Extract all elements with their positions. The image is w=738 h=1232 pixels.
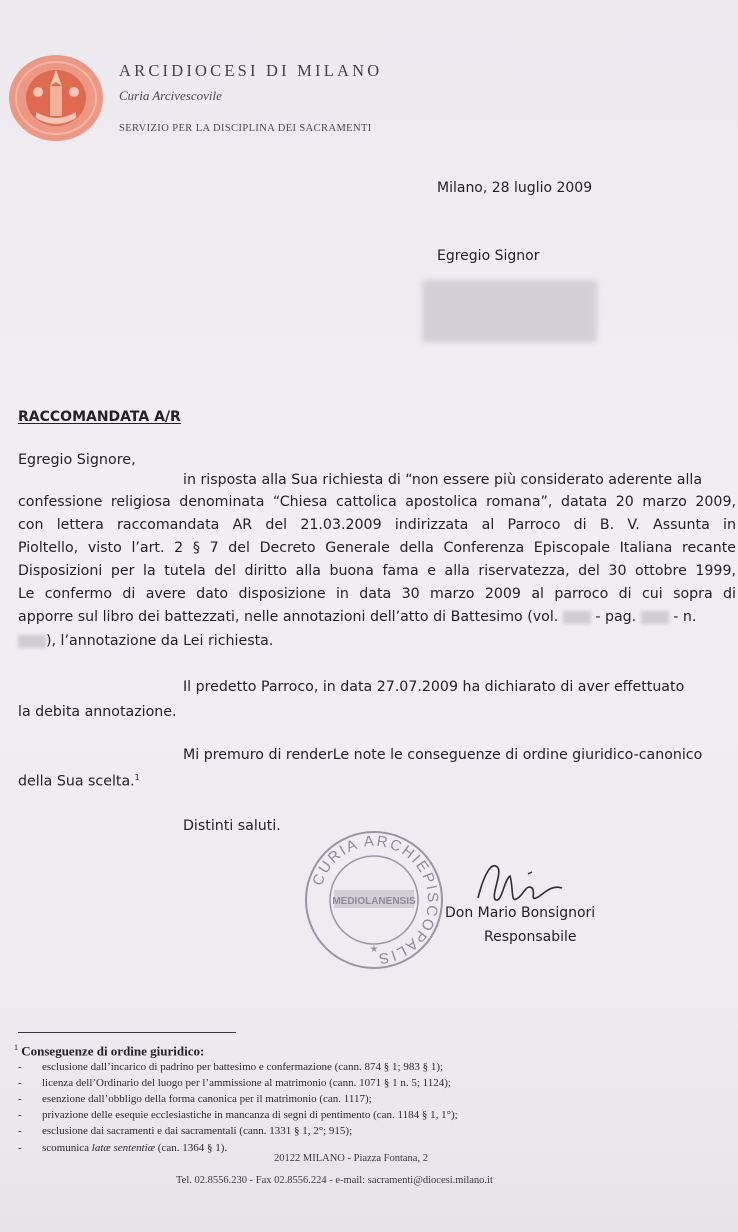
paragraph1-line2: confessione religiosa denominata “Chiesa cattolica apostolica romana”, datata 20 marzo 2009, — [18, 494, 736, 510]
footnote-item-text: licenza dell’Ordinario del luogo per l’ammissione al matrimonio (cann. 1071 § 1 n. 5; 1124); — [42, 1077, 451, 1089]
letterhead-service: SERVIZIO PER LA DISCIPLINA DEI SACRAMENTI — [119, 123, 372, 134]
footnote-item: - privazione delle esequie ecclesiastiche in mancanza di segni di pentimento (can. 1184 § 1, 1°); — [18, 1109, 458, 1121]
redacted-page — [641, 611, 669, 624]
paragraph1-line6: Le confermo di avere dato disposizione in data 30 marzo 2009 al parroco di cui sopra di — [18, 586, 736, 602]
footnote-item: - esclusione dall’incarico di padrino per battesimo e confermazione (cann. 874 § 1; 983 § 1); — [18, 1061, 444, 1073]
footnote-title-text: Conseguenze di ordine giuridico: — [21, 1043, 205, 1059]
paragraph1-line5: Disposizioni per la tutela del diritto alla buona fama e alla riservatezza, del 30 ottobre 1999, — [18, 563, 736, 579]
paragraph1-line3: con lettera raccomandata AR del 21.03.2009 indirizzata al Parroco di B. V. Assunta in — [18, 517, 736, 533]
paragraph1-line7-b: - pag. — [595, 609, 637, 625]
paragraph1-line1: in risposta alla Sua richiesta di “non essere più considerato aderente alla — [183, 472, 703, 488]
footnote-rule — [18, 1032, 236, 1033]
letterhead-title: ARCIDIOCESI DI MILANO — [119, 61, 383, 80]
paragraph2-line1: Il predetto Parroco, in data 27.07.2009 ha dichiarato di aver effettuato — [183, 679, 685, 695]
footnote-item-text: esclusione dai sacramenti e dai sacramentali (cann. 1331 § 1, 2°; 915); — [42, 1125, 353, 1137]
salutation: Egregio Signore, — [18, 452, 136, 468]
redacted-number — [18, 635, 46, 648]
stamp-ring-path: CURIA ARCHIEPISCOPALIS — [309, 832, 442, 968]
paragraph1-line7-c: - n. — [673, 609, 697, 625]
footnote-item-italic: latæ sententiæ — [91, 1142, 156, 1154]
footnote-item: - scomunica latæ sententiæ (can. 1364 § 1). — [18, 1142, 228, 1154]
paragraph1-line4: Pioltello, visto l’art. 2 § 7 del Decreto Generale della Conferenza Episcopale Italiana recante — [18, 540, 736, 556]
paragraph3-line2 — [18, 773, 140, 790]
paragraph1-line7 — [18, 609, 738, 625]
footer-contacts: Tel. 02.8556.230 - Fax 02.8556.224 - e-mail: sacramenti@diocesi.milano.it — [176, 1175, 493, 1186]
footnote-item-text: esclusione dall’incarico di padrino per battesimo e confermazione (cann. 874 § 1; 983 § 1); — [42, 1061, 444, 1073]
letterhead-subtitle: Curia Arcivescovile — [119, 88, 222, 103]
paragraph1-line8 — [18, 633, 738, 649]
paragraph3-line1: Mi premuro di renderLe note le conseguenze di ordine giuridico-canonico — [183, 747, 703, 763]
redacted-volume — [563, 611, 591, 624]
diocese-seal-logo — [6, 52, 106, 144]
curia-stamp — [300, 826, 448, 974]
footer-address: 20122 MILANO - Piazza Fontana, 2 — [274, 1153, 428, 1164]
footnote-item-text: esenzione dall’obbligo della forma canonica per il matrimonio (can. 1117); — [42, 1093, 372, 1105]
signer-role: Responsabile — [484, 929, 577, 945]
stamp-center-text: MEDIOLANENSIS — [332, 896, 416, 907]
footnote-item-text: scomunica — [42, 1142, 92, 1154]
footnote-item: - licenza dell’Ordinario del luogo per l’ammissione al matrimonio (cann. 1071 § 1 n. 5; 1124); — [18, 1077, 451, 1089]
footnote-item: - esenzione dall’obbligo della forma canonica per il matrimonio (can. 1117); — [18, 1093, 372, 1105]
letter-date: Milano, 28 luglio 2009 — [437, 180, 593, 196]
footnote-item-text: privazione delle esequie ecclesiastiche in mancanza di segni di pentimento (can. 1184 § 1, 1°); — [42, 1109, 458, 1121]
paragraph1-line8-text: ), l’annotazione da Lei richiesta. — [46, 633, 274, 649]
addressee-greeting: Egregio Signor — [437, 248, 540, 264]
footnote-title — [14, 1043, 204, 1059]
paragraph3-line2-text: della Sua scelta. — [18, 773, 135, 790]
paragraph1-line7-a: apporre sul libro dei battezzati, nelle annotazioni dell’atto di Battesimo (vol. — [18, 609, 559, 625]
stamp-star-icon: ★ — [369, 944, 379, 955]
paragraph2-line2: la debita annotazione. — [18, 704, 177, 720]
footnote-marker: 1 — [14, 1043, 18, 1052]
footnote-item: - esclusione dai sacramenti e dai sacramentali (cann. 1331 § 1, 2°; 915); — [18, 1125, 353, 1137]
signer-name: Don Mario Bonsignori — [445, 905, 596, 921]
footnote-reference: 1 — [134, 773, 140, 782]
footnote-item-suffix: (can. 1364 § 1). — [155, 1142, 228, 1154]
registered-mail-heading: RACCOMANDATA A/R — [18, 409, 181, 425]
closing: Distinti saluti. — [183, 818, 281, 834]
redacted-addressee — [422, 280, 597, 342]
